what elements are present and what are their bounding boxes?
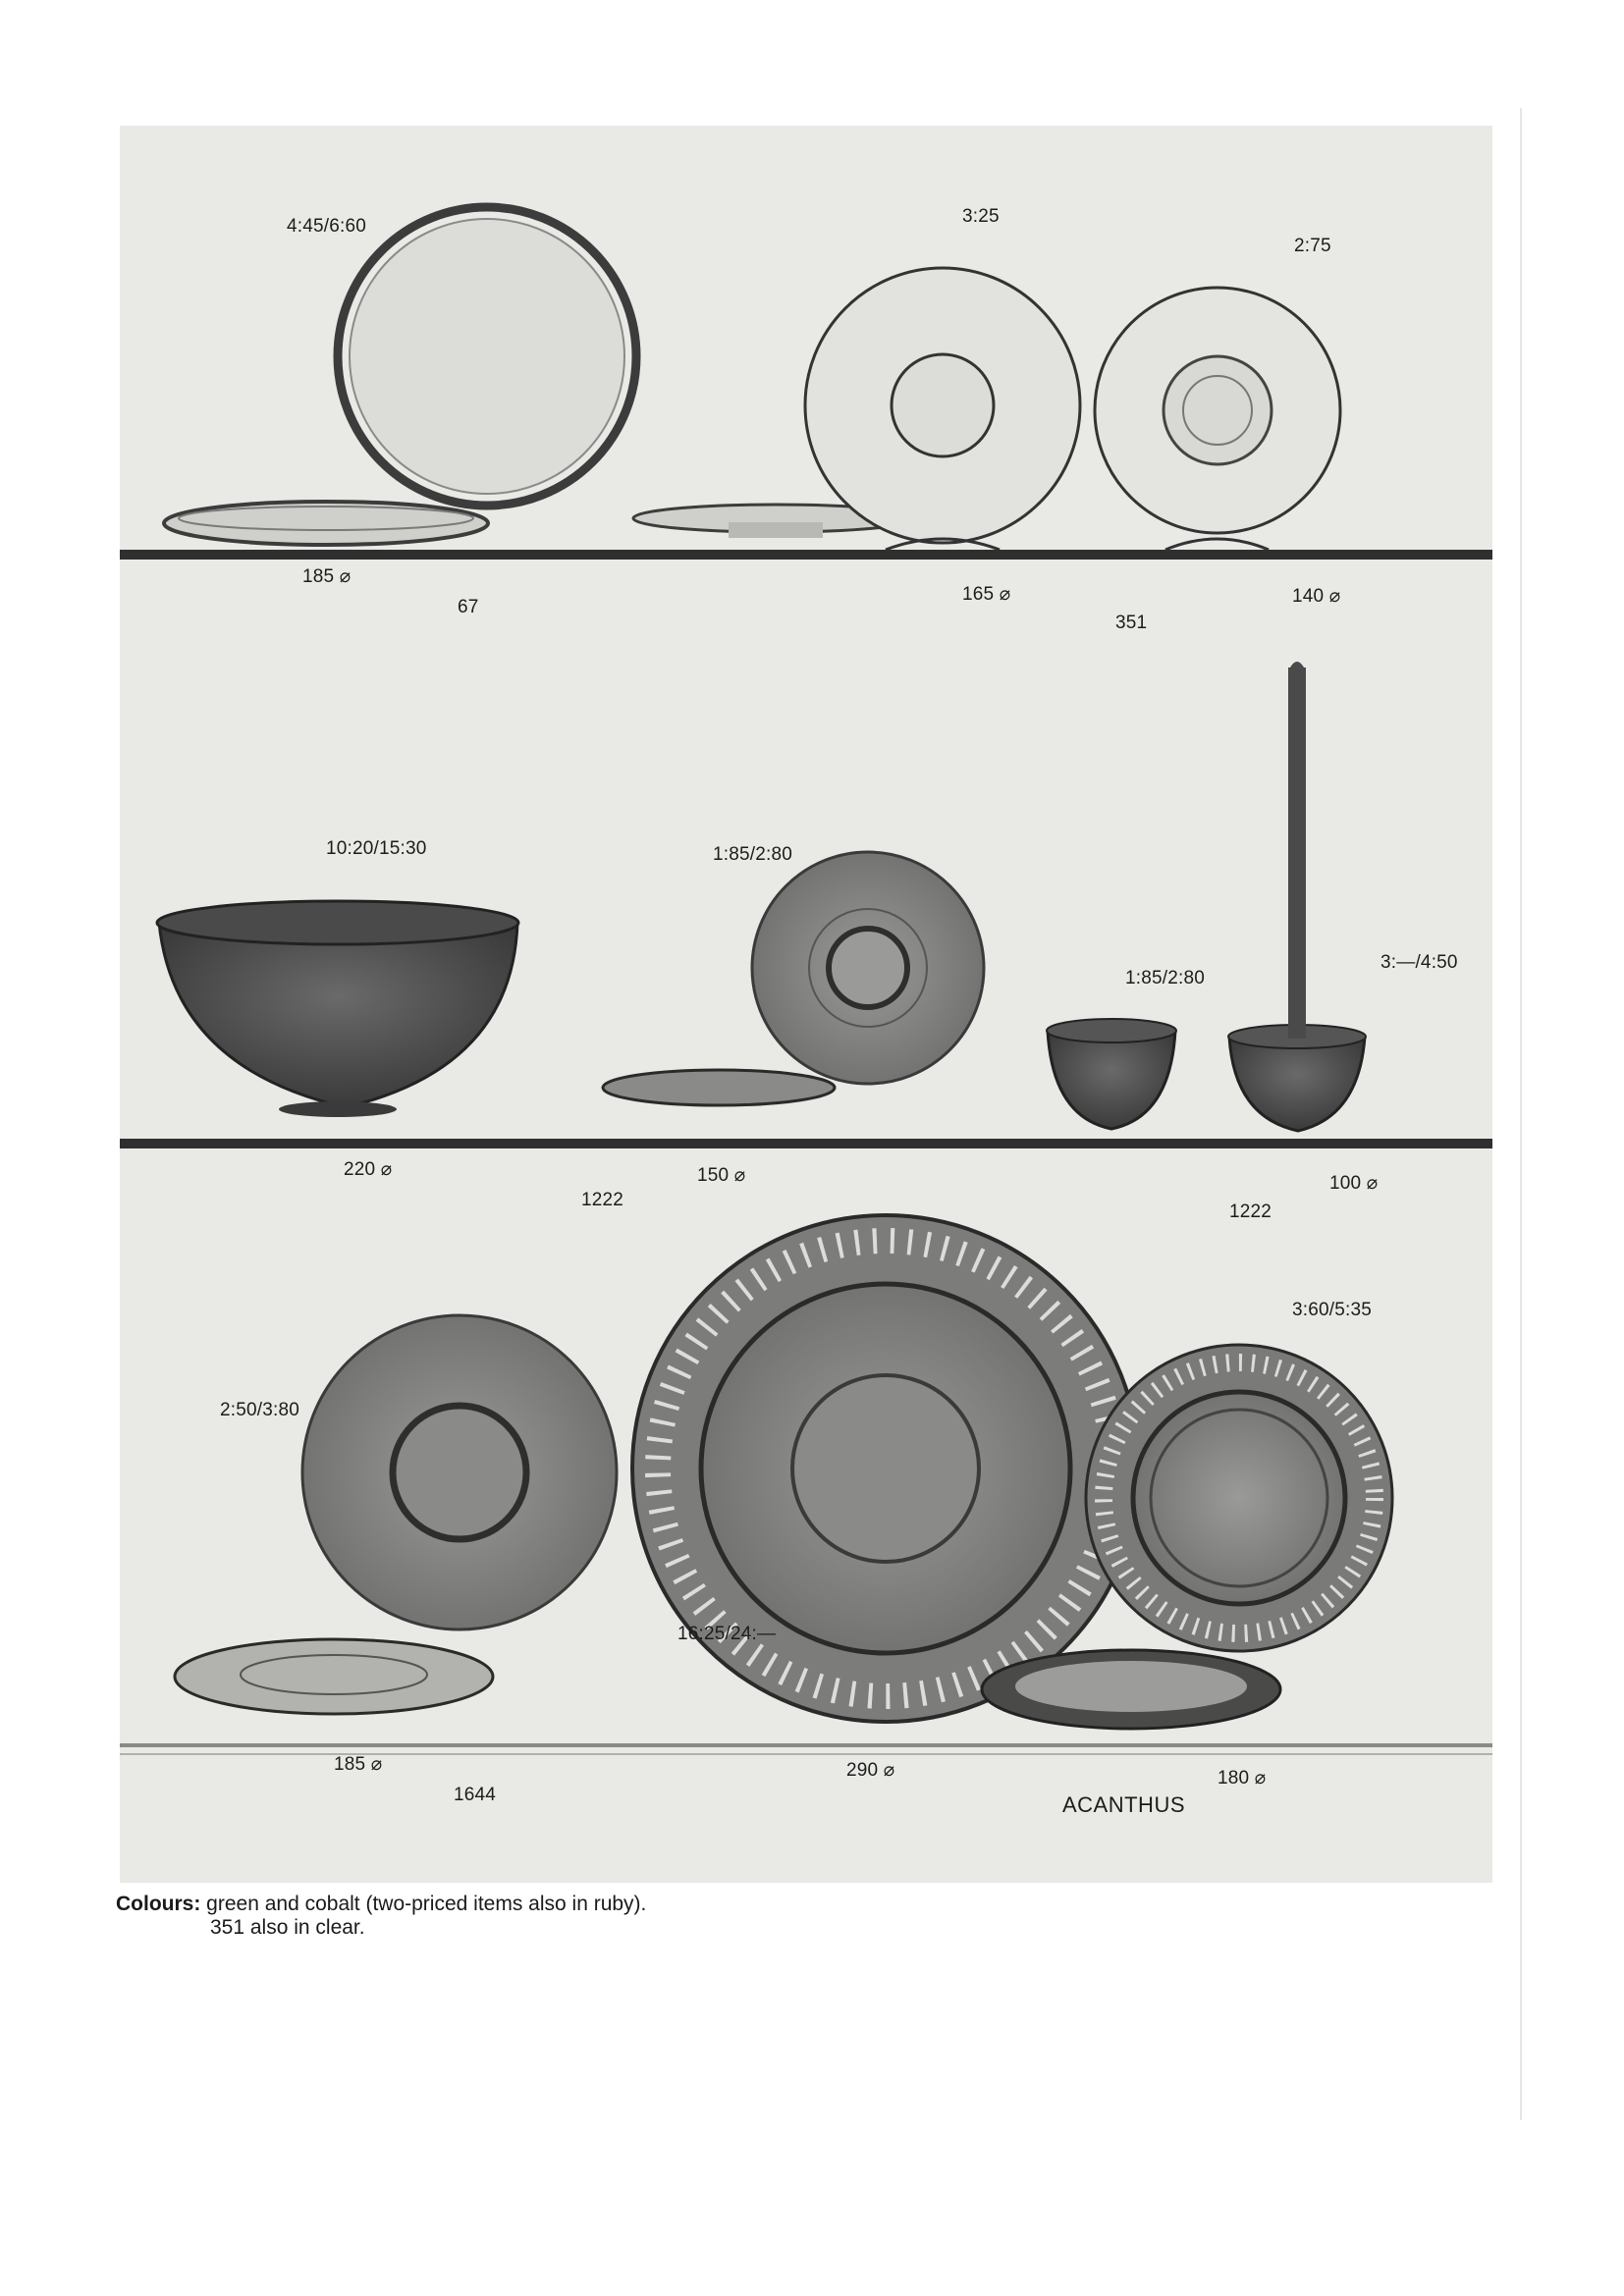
diameter-label: 100 ⌀ [1329, 1173, 1379, 1194]
model-number: 67 [458, 597, 479, 617]
shelf-3 [120, 1215, 1492, 1755]
diameter-label: 140 ⌀ [1292, 586, 1341, 607]
caption-line-2: 351 also in clear. [210, 1916, 365, 1939]
pattern-name: ACANTHUS [1062, 1792, 1186, 1817]
price-label: 4:45/6:60 [287, 216, 367, 237]
diameter-label: 220 ⌀ [344, 1159, 393, 1180]
price-label: 3:60/5:35 [1292, 1300, 1373, 1320]
diameter-label: 150 ⌀ [697, 1165, 746, 1186]
page-edge [1520, 108, 1522, 2120]
diameter-label: 180 ⌀ [1218, 1768, 1267, 1789]
diameter-label: 290 ⌀ [846, 1760, 895, 1781]
model-number: 1644 [454, 1785, 497, 1805]
price-label: 2:75 [1294, 236, 1331, 256]
price-label: 10:20/15:30 [326, 838, 427, 859]
model-number: 1222 [1229, 1201, 1272, 1222]
diameter-label: 165 ⌀ [962, 584, 1011, 605]
price-label: 2:50/3:80 [220, 1400, 300, 1420]
model-number: 351 [1115, 613, 1148, 633]
price-label: 16:25/24:— [677, 1624, 777, 1644]
glassware-illustration [120, 126, 1492, 1883]
diameter-label: 185 ⌀ [302, 566, 352, 587]
colours-caption [116, 1893, 646, 1940]
model-number: 1222 [581, 1190, 624, 1210]
shelf-1 [120, 207, 1492, 560]
shelf-2 [120, 662, 1492, 1148]
caption-heading: Colours: [116, 1893, 201, 1915]
price-label: 3:—/4:50 [1380, 952, 1458, 973]
catalogue-photo [120, 126, 1492, 1883]
price-label: 3:25 [962, 206, 1000, 227]
price-label: 1:85/2:80 [713, 844, 793, 865]
price-label: 1:85/2:80 [1125, 968, 1206, 988]
caption-line-1: green and cobalt (two-priced items also in ruby). [206, 1893, 647, 1915]
diameter-label: 185 ⌀ [334, 1754, 383, 1775]
